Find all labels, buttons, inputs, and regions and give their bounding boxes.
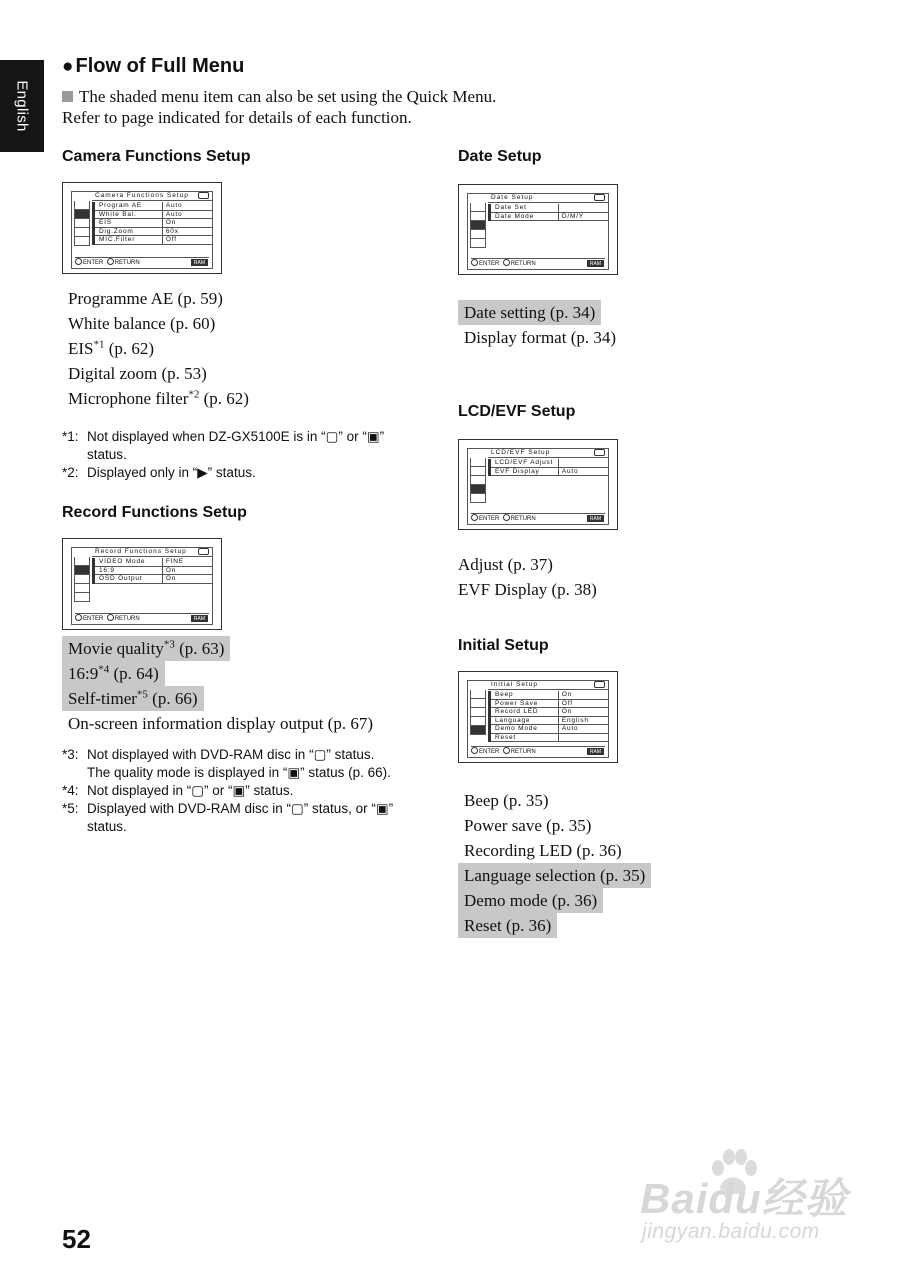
screen-row	[491, 213, 608, 222]
screen-row-value: Auto	[165, 210, 183, 218]
ram-badge: RAM	[191, 259, 208, 266]
menu-item	[62, 636, 230, 661]
screen-row	[491, 691, 608, 700]
menu-item: Date setting (p. 34)	[458, 300, 601, 325]
footnote-marker	[62, 446, 87, 464]
menu-item: Digital zoom (p. 53)	[68, 364, 207, 383]
page-number: 52	[62, 1224, 91, 1254]
language-side-tab	[0, 60, 44, 152]
menu-tab-icon	[470, 708, 486, 717]
bullet-icon: ●	[62, 56, 74, 77]
screen-row	[491, 708, 608, 717]
camera-icon	[594, 194, 605, 201]
enter-button-icon	[75, 614, 82, 621]
menu-tab-icon	[470, 458, 486, 467]
menu-tab-icon	[470, 494, 486, 503]
record-heading: Record Functions Setup	[62, 504, 247, 521]
screen-title: Date Setup	[488, 194, 608, 203]
screen-footer	[471, 513, 605, 522]
footnote-text: Displayed with DVD-RAM disc in “▢” status, or “▣”	[87, 801, 394, 816]
menu-item	[62, 386, 255, 411]
menu-item: Language selection (p. 35)	[458, 863, 651, 888]
screen-row-key: Language	[491, 717, 559, 725]
enter-button-icon	[471, 514, 478, 521]
screen-row	[491, 468, 608, 477]
screen-title: Camera Functions Setup	[92, 192, 212, 201]
menu-item-text: Microphone filter	[68, 389, 189, 408]
screen-row-value: On	[165, 219, 177, 226]
menu-item: EVF Display (p. 38)	[458, 580, 597, 599]
enter-label: ENTER	[479, 516, 500, 522]
ram-badge: RAM	[587, 260, 604, 267]
record-notes	[62, 746, 393, 836]
return-label: RETURN	[510, 749, 536, 755]
initial-items	[458, 788, 651, 938]
menu-tab-icon	[74, 219, 90, 228]
menu-item-page: (p. 62)	[104, 339, 155, 358]
screen-row-value: Off	[561, 699, 573, 707]
camera-icon	[198, 192, 209, 199]
screen-row	[95, 567, 212, 576]
screen-row-key: Beep	[491, 691, 559, 699]
footnote-marker: *3:	[62, 747, 79, 762]
screen-row-key: Dig.Zoom	[95, 228, 163, 236]
page-title-text: Flow of Full Menu	[75, 55, 245, 77]
screen-row	[491, 459, 608, 468]
screen-row	[95, 575, 212, 584]
screen-row-key: White Bal.	[95, 211, 163, 219]
screen-row-key: VIDEO Mode	[95, 558, 163, 566]
screen-row-key: EVF Display	[491, 468, 559, 476]
footnote-text: Displayed only in “▶” status.	[87, 465, 256, 480]
menu-item	[62, 686, 204, 711]
screen-row-value: Auto	[165, 202, 183, 209]
camera-menu-screen	[62, 182, 222, 274]
record-menu-screen	[62, 538, 222, 630]
footnote-marker	[62, 764, 87, 782]
screen-row-key: Program AE	[95, 202, 163, 210]
screen-row-value: Off	[165, 236, 177, 243]
menu-item-page: (p. 64)	[109, 664, 159, 683]
screen-rows	[92, 558, 212, 584]
footnote-marker: *4:	[62, 783, 79, 798]
footnote-text: Not displayed with DVD-RAM disc in “▢” status.	[87, 747, 375, 762]
menu-tab-icon	[74, 237, 90, 246]
menu-tab-icon	[74, 210, 90, 219]
watermark-url: jingyan.baidu.com	[642, 1220, 820, 1243]
menu-tab-icon	[470, 221, 486, 230]
menu-item: Power save (p. 35)	[464, 816, 592, 835]
screen-rows	[488, 204, 608, 221]
enter-button-icon	[75, 258, 82, 265]
screen-row-value: D/M/Y	[561, 212, 584, 220]
menu-tab-icon	[470, 485, 486, 494]
menu-tab-icon	[470, 699, 486, 708]
screen-row-value: English	[561, 716, 589, 724]
menu-item-page: (p. 63)	[174, 639, 225, 658]
camera-icon	[594, 449, 605, 456]
screen-row-value: Auto	[561, 725, 579, 732]
menu-tab-icon	[470, 690, 486, 699]
return-button-icon	[107, 614, 114, 621]
record-items	[62, 636, 379, 736]
footnote-marker	[62, 818, 87, 836]
menu-tab-icon	[470, 467, 486, 476]
enter-label: ENTER	[479, 261, 500, 267]
menu-item: On-screen information display output (p. 67)	[68, 714, 373, 733]
footnote-text: status.	[87, 447, 127, 462]
footnote	[62, 800, 393, 818]
screen-row-key: OSD Output	[95, 575, 163, 583]
screen-tabs	[468, 458, 488, 503]
screen-row-key: Date Mode	[491, 213, 559, 221]
screen-row-value: On	[165, 566, 177, 574]
footnote-text: status.	[87, 819, 127, 834]
screen-frame	[467, 448, 609, 525]
initial-menu-screen	[458, 671, 618, 763]
screen-row	[95, 228, 212, 237]
footnote-ref: *3	[163, 638, 175, 651]
screen-footer	[75, 257, 209, 266]
screen-tabs	[72, 201, 92, 246]
screen-row	[491, 725, 608, 734]
menu-item	[62, 661, 165, 686]
intro-line-2: Refer to page indicated for details of each function.	[62, 108, 412, 127]
menu-tab-icon	[470, 230, 486, 239]
menu-item: Beep (p. 35)	[464, 791, 549, 810]
screen-title: Record Functions Setup	[92, 548, 212, 557]
menu-item-text: Movie quality	[68, 639, 164, 658]
screen-rows	[488, 459, 608, 476]
screen-row	[95, 219, 212, 228]
intro-line-1-text: The shaded menu item can also be set using the Quick Menu.	[79, 87, 497, 106]
footnote-marker: *5:	[62, 801, 79, 816]
screen-rows	[92, 202, 212, 245]
screen-row-value: On	[165, 575, 177, 582]
lcd-items	[452, 552, 603, 602]
menu-item	[62, 336, 160, 361]
footnote-text: Not displayed when DZ-GX5100E is in “▢” or “▣”	[87, 429, 385, 444]
menu-tab-icon	[470, 476, 486, 485]
screen-row-value: On	[561, 691, 573, 698]
footnote-ref: *4	[98, 663, 110, 676]
screen-frame	[71, 547, 213, 625]
menu-tab-icon	[74, 593, 90, 602]
screen-frame	[467, 680, 609, 758]
menu-tab-icon	[470, 717, 486, 726]
enter-button-icon	[471, 747, 478, 754]
return-label: RETURN	[114, 260, 140, 266]
ram-badge: RAM	[587, 515, 604, 522]
enter-label: ENTER	[83, 616, 104, 622]
watermark-brand: Baidu经验	[640, 1175, 848, 1222]
screen-row	[95, 236, 212, 245]
return-label: RETURN	[510, 516, 536, 522]
screen-row-key: Power Save	[491, 700, 559, 708]
screen-row-key: Date Set	[491, 204, 559, 212]
return-button-icon	[503, 747, 510, 754]
footnote	[62, 428, 384, 446]
menu-item-text: EIS	[68, 339, 94, 358]
menu-tab-icon	[74, 228, 90, 237]
enter-label: ENTER	[83, 260, 104, 266]
menu-item: Programme AE (p. 59)	[68, 289, 223, 308]
camera-icon	[594, 681, 605, 688]
menu-tab-icon	[470, 239, 486, 248]
screen-row-key: EIS	[95, 219, 163, 227]
menu-item: Adjust (p. 37)	[458, 555, 553, 574]
return-label: RETURN	[114, 616, 140, 622]
menu-tab-icon	[74, 201, 90, 210]
menu-item-text: 16:9	[68, 664, 99, 683]
menu-tab-icon	[470, 726, 486, 735]
footnote-ref: *5	[136, 688, 148, 701]
menu-tab-icon	[74, 557, 90, 566]
menu-item: White balance (p. 60)	[68, 314, 216, 333]
return-button-icon	[503, 514, 510, 521]
menu-tab-icon	[470, 203, 486, 212]
screen-row-key: MIC.Filter	[95, 236, 163, 244]
shade-square-icon	[62, 91, 73, 102]
ram-badge: RAM	[587, 748, 604, 755]
date-menu-screen	[458, 184, 618, 275]
screen-footer	[471, 746, 605, 755]
lcd-heading: LCD/EVF Setup	[458, 403, 576, 420]
screen-footer	[75, 613, 209, 622]
footnote-ref: *2	[188, 388, 200, 401]
screen-row-key: Reset	[491, 734, 559, 742]
camera-notes	[62, 428, 384, 482]
lcd-menu-screen	[458, 439, 618, 530]
initial-heading: Initial Setup	[458, 637, 549, 654]
screen-row-value: FINE	[165, 558, 184, 565]
screen-row	[491, 700, 608, 709]
footnote	[62, 446, 384, 464]
page-title	[62, 55, 244, 78]
screen-title: Initial Setup	[488, 681, 608, 690]
menu-item-text: Self-timer	[68, 689, 137, 708]
intro-line-1	[62, 86, 496, 107]
date-heading: Date Setup	[458, 148, 542, 165]
return-button-icon	[107, 258, 114, 265]
screen-row-key: LCD/EVF Adjust	[491, 459, 559, 467]
screen-footer	[471, 258, 605, 267]
screen-title: LCD/EVF Setup	[488, 449, 608, 458]
enter-button-icon	[471, 259, 478, 266]
screen-row-value: 60x	[165, 227, 179, 235]
footnote	[62, 746, 393, 764]
menu-item: Demo mode (p. 36)	[458, 888, 603, 913]
footnote-text: Not displayed in “▢” or “▣” status.	[87, 783, 294, 798]
intro-text	[62, 86, 496, 128]
camera-items	[62, 286, 255, 411]
footnote	[62, 464, 384, 482]
screen-tabs	[468, 690, 488, 735]
menu-tab-icon	[74, 575, 90, 584]
return-button-icon	[503, 259, 510, 266]
footnote-marker: *2:	[62, 465, 79, 480]
menu-item: Recording LED (p. 36)	[464, 841, 622, 860]
menu-item: Reset (p. 36)	[458, 913, 557, 938]
camera-icon	[198, 548, 209, 555]
screen-row-value	[559, 734, 562, 742]
footnote-ref: *1	[93, 338, 105, 351]
enter-label: ENTER	[479, 749, 500, 755]
menu-tab-icon	[74, 566, 90, 575]
footnote-text: The quality mode is displayed in “▣” status (p. 66).	[87, 765, 391, 780]
screen-row	[95, 211, 212, 220]
screen-row-value: On	[561, 708, 573, 715]
footnote	[62, 818, 393, 836]
menu-item-page: (p. 66)	[147, 689, 198, 708]
menu-tab-icon	[470, 212, 486, 221]
screen-row-value: Auto	[561, 467, 579, 475]
screen-row	[491, 204, 608, 213]
screen-rows	[488, 691, 608, 742]
screen-row-key: Demo Mode	[491, 725, 559, 733]
screen-row	[491, 734, 608, 743]
camera-heading: Camera Functions Setup	[62, 148, 251, 165]
footnote-marker: *1:	[62, 429, 79, 444]
menu-tab-icon	[74, 584, 90, 593]
screen-row	[95, 202, 212, 211]
screen-row-key: Record LED	[491, 708, 559, 716]
date-items	[458, 300, 622, 350]
screen-row-value	[559, 459, 562, 467]
screen-frame	[71, 191, 213, 269]
screen-row-key: 16:9	[95, 567, 163, 575]
menu-item-page: (p. 62)	[199, 389, 249, 408]
watermark	[640, 1148, 880, 1248]
screen-row-value	[559, 204, 562, 212]
footnote	[62, 782, 393, 800]
return-label: RETURN	[510, 261, 536, 267]
footnote	[62, 764, 393, 782]
screen-row	[95, 558, 212, 567]
screen-tabs	[72, 557, 92, 602]
side-tab-label: English	[13, 80, 31, 132]
menu-item: Display format (p. 34)	[464, 328, 617, 347]
screen-tabs	[468, 203, 488, 248]
ram-badge: RAM	[191, 615, 208, 622]
screen-frame	[467, 193, 609, 270]
screen-row	[491, 717, 608, 726]
